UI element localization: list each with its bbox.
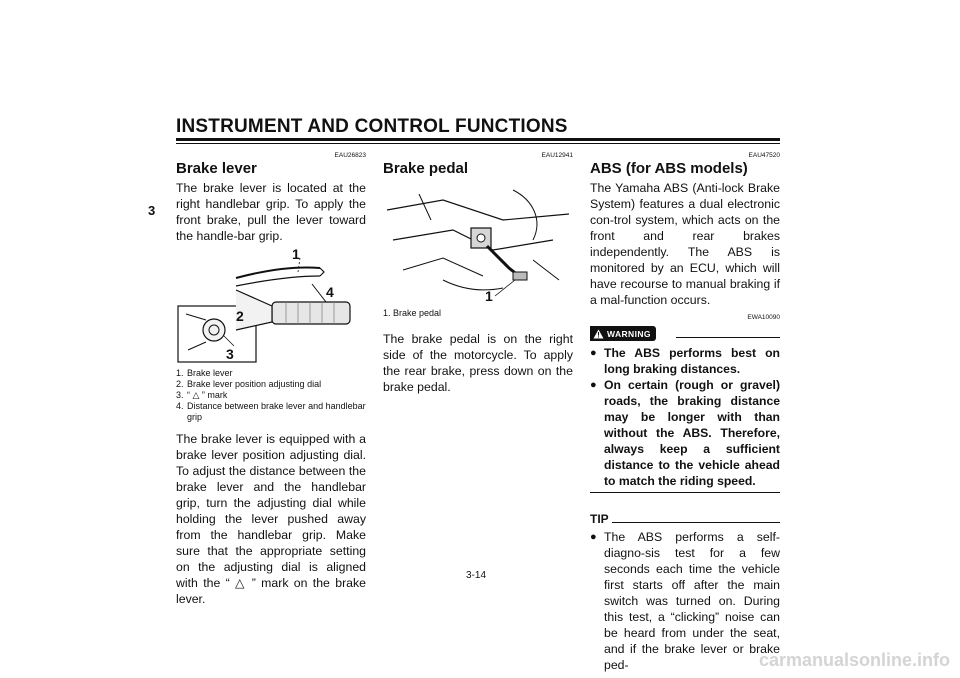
caption-item: 2. Brake lever position adjusting dial [176, 379, 322, 389]
section-heading-brake-pedal: Brake pedal [383, 160, 469, 177]
section-heading-brake-lever: Brake lever [176, 160, 257, 177]
figure-label-1: 1 [485, 288, 493, 304]
header-rule-thin [176, 143, 780, 144]
brake-lever-body: The brake lever is equipped with a brake lever position adjusting dial. To adjust the distance between the brake lever and the handlebar grip, turn the adjusting dial while holding the lever pushed away from the handlebar grip. Make sure that the appropriate setting on the adjusting dial is aligned with the “ △ ” mark on the brake lever. [176, 432, 366, 606]
warning-list [590, 345, 780, 489]
warning-end-rule [590, 492, 780, 493]
page-header-title: INSTRUMENT AND CONTROL FUNCTIONS [176, 116, 568, 137]
tip-rule [612, 522, 780, 523]
bullet-icon: ● [590, 346, 597, 359]
figure-label-1: 1 [292, 246, 300, 262]
tip-header: TIP [590, 511, 780, 527]
section-code: EAU26823 [334, 152, 366, 159]
figure-label-4: 4 [326, 284, 334, 300]
brake-pedal-illustration [383, 180, 573, 306]
tip-item: ● The ABS performs a self-diagno-sis test for a few seconds each time the vehicle first starts off after the main switch was turned on. During this test, a “clicking” noise can be heard from under the seat, and if the brake lever or brake ped- [590, 529, 780, 672]
warning-header [590, 326, 780, 343]
figure-label-3: 3 [226, 346, 234, 362]
warning-badge: WARNING [590, 326, 656, 341]
bullet-icon: ● [590, 378, 597, 391]
caption-item: 3. “ △ ” mark [176, 390, 228, 400]
brake-lever-intro: The brake lever is located at the right handlebar grip. To apply the front brake, pull the lever toward the handle-bar grip. [176, 181, 366, 243]
column-abs [590, 150, 780, 673]
brake-lever-captions [176, 368, 366, 423]
warning-item: ● The ABS performs best on long braking distances. [590, 345, 780, 376]
chapter-side-tab: 3 [148, 203, 156, 218]
warning-rule [676, 337, 780, 338]
column-brake-pedal [383, 150, 573, 395]
page-number: 3-14 [466, 570, 487, 581]
brake-lever-figure [176, 246, 366, 368]
figure-label-2: 2 [236, 308, 244, 324]
warning-item: ● On certain (rough or gravel) roads, the braking distance may be longer with than without the ABS. Therefore, always keep a sufficient distance to the vehicle ahead to match the riding speed. [590, 377, 780, 488]
abs-body: The Yamaha ABS (Anti-lock Brake System) features a dual electronic con-trol system, which acts on the front and rear brakes independently. The ABS is monitored by an ECU, which will have recourse to manual braking if a mal-function occurs. [590, 181, 780, 307]
tip-list [590, 529, 780, 673]
section-heading-abs: ABS (for ABS models) [590, 160, 748, 177]
column-brake-lever [176, 150, 366, 607]
watermark: carmanualsonline.info [758, 650, 950, 670]
section-code: EAU12941 [541, 152, 573, 159]
brake-pedal-figure [383, 180, 573, 306]
bullet-icon: ● [590, 530, 597, 543]
brake-pedal-caption: 1. Brake pedal [383, 308, 442, 318]
warning-code: EWA10090 [747, 314, 780, 321]
warning-triangle-icon [593, 329, 604, 339]
brake-pedal-body: The brake pedal is on the right side of the motorcycle. To apply the rear brake, press down on the brake pedal. [383, 332, 573, 394]
caption-item: 1. Brake lever [176, 368, 233, 378]
caption-item: 4. Distance between brake lever and handlebar grip [176, 401, 366, 422]
header-rule-thick [176, 138, 780, 141]
brake-lever-illustration [176, 250, 366, 368]
section-code: EAU47520 [748, 152, 780, 159]
